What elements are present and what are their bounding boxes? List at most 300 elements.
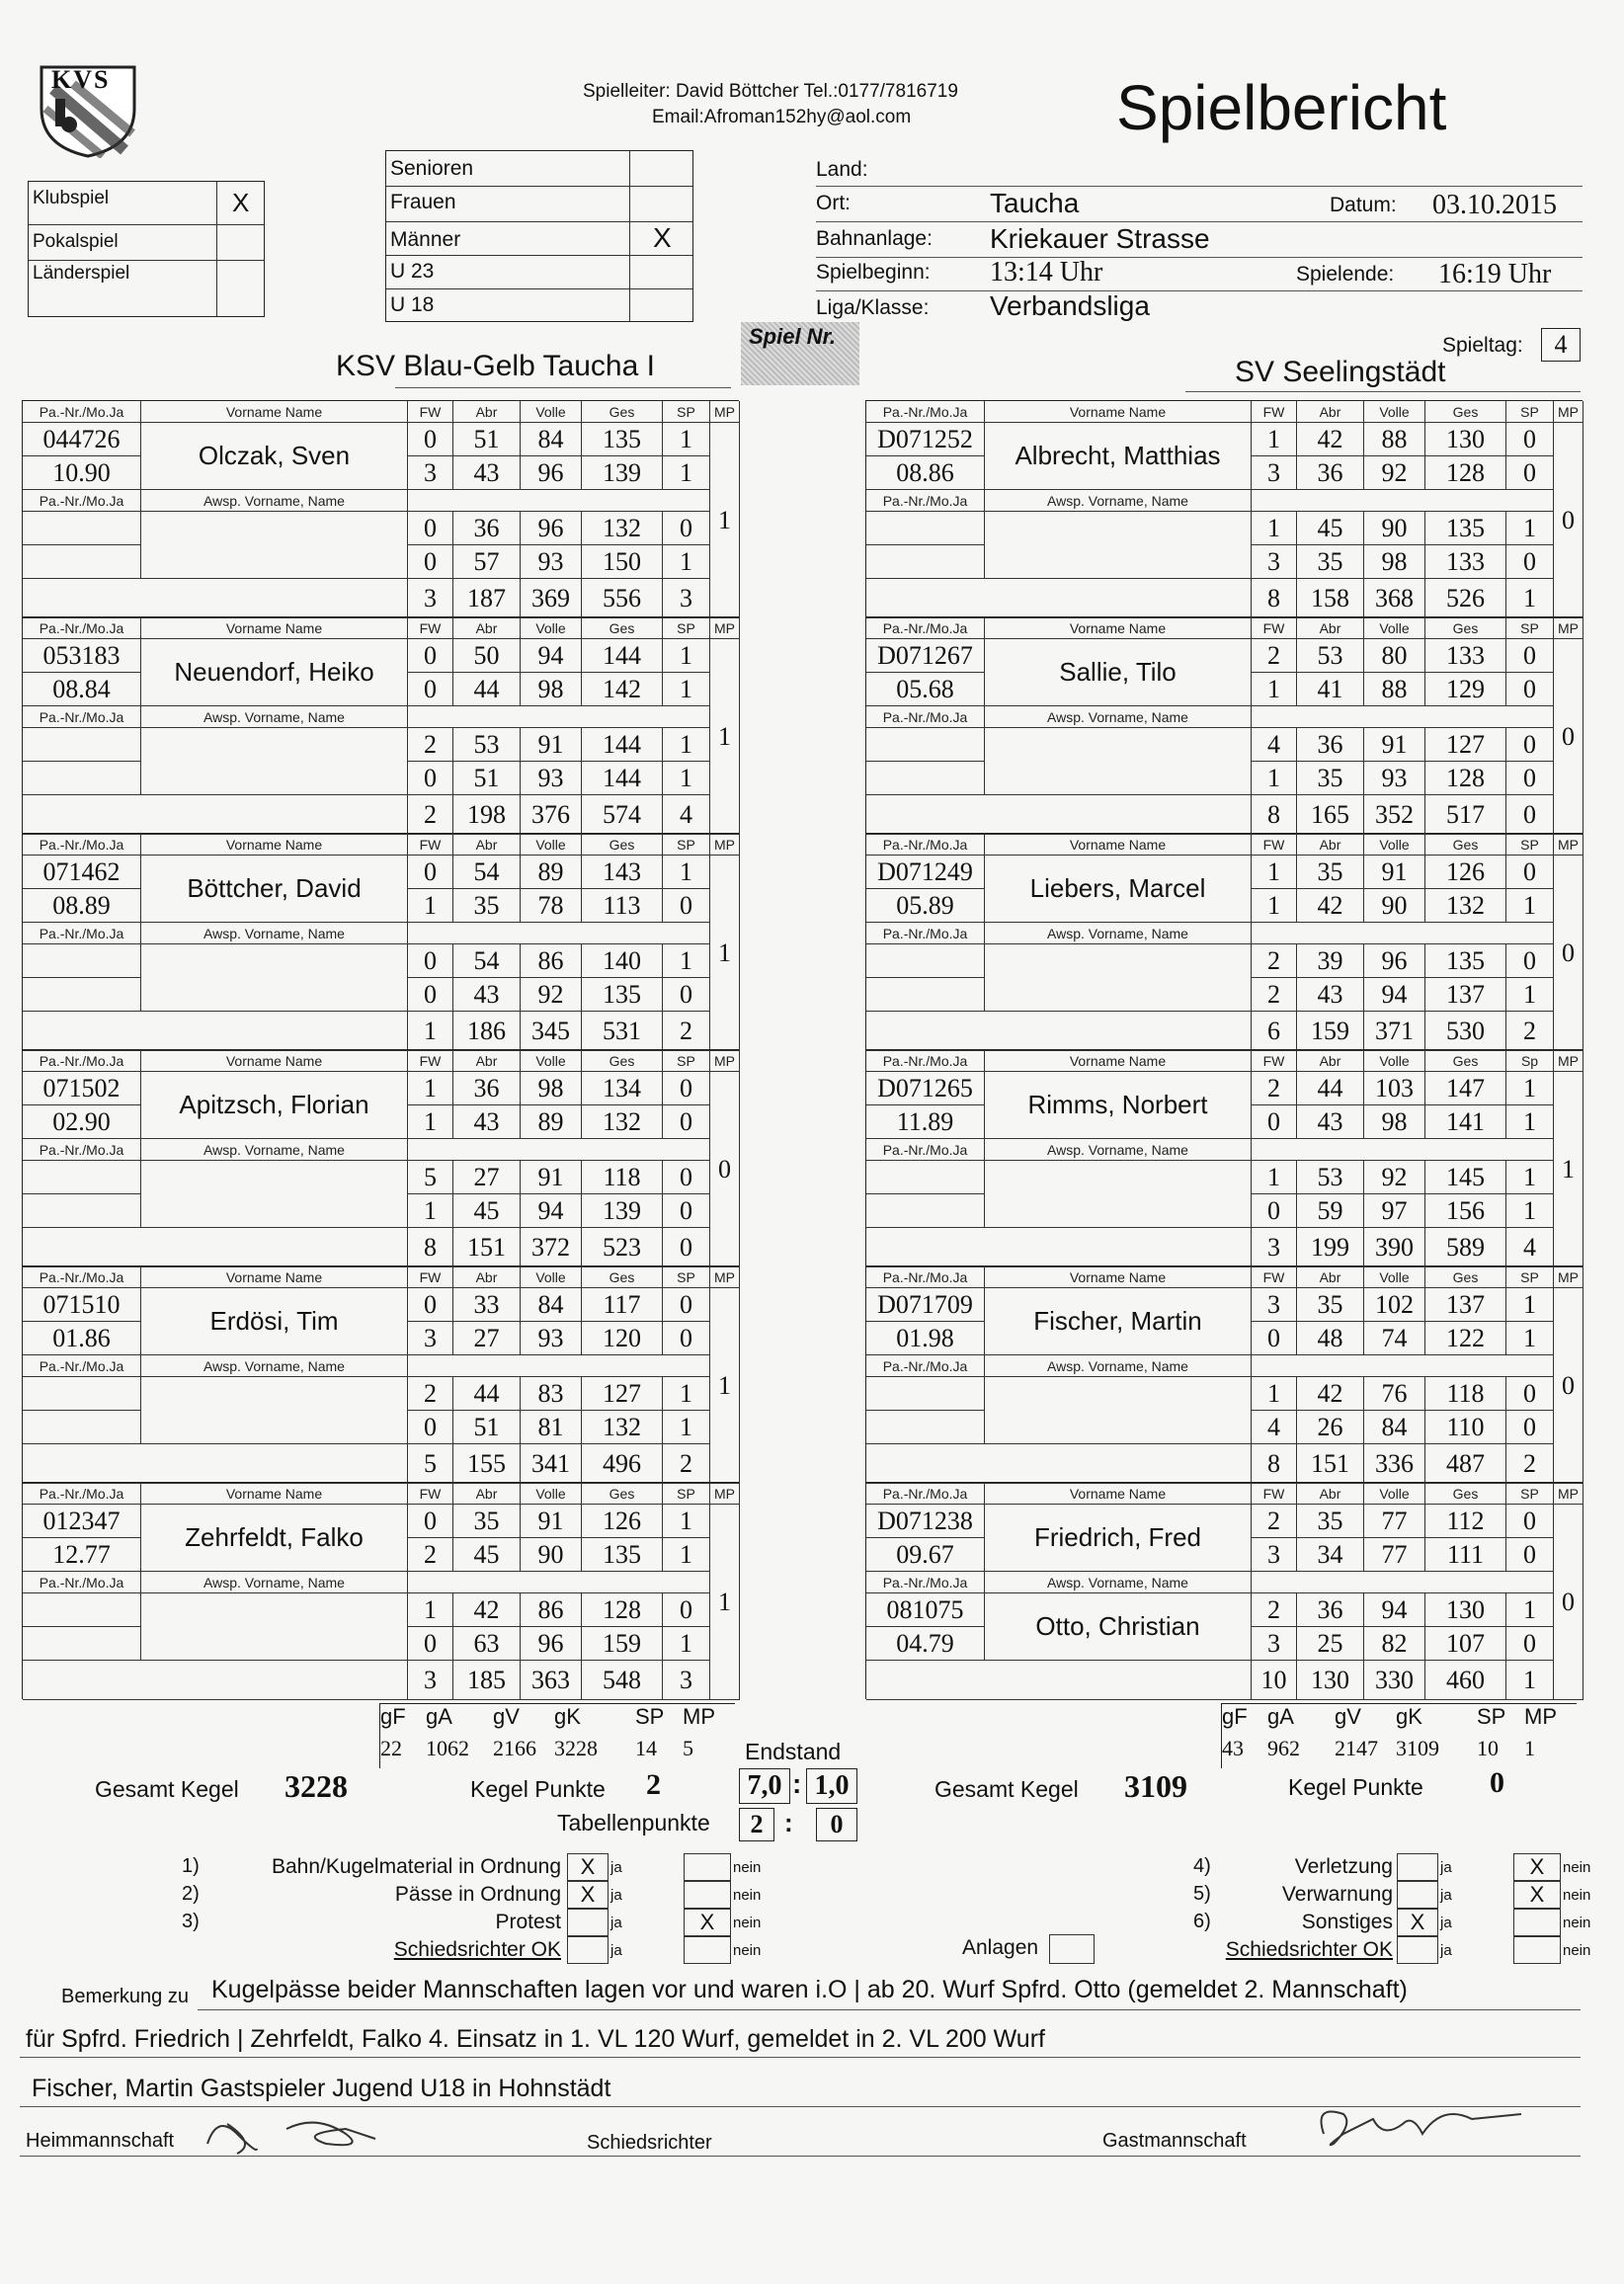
sub-born: 04.79 [866,1627,985,1661]
info-line [816,186,1583,187]
total-ges: 460 [1425,1661,1506,1700]
total-fw: 8 [1252,579,1297,618]
player-born: 12.77 [23,1538,141,1572]
score-ges: 132 [582,512,663,545]
score-sp: 0 [1506,728,1554,762]
guest-player-block [865,833,1583,1050]
col-header-mp: MP [710,834,740,856]
col-header-fw: FW [1252,1483,1297,1505]
col-header-abr: Abr [453,1266,521,1288]
score-fw: 2 [408,1377,453,1411]
score-sp: 0 [663,1194,710,1228]
player-pass: D071267 [866,639,985,673]
score-volle: 92 [521,978,582,1012]
guest-player-block [865,400,1583,617]
col-header-abr: Abr [453,1483,521,1505]
sub-born [23,1411,141,1444]
check-box-nein[interactable] [684,1936,731,1964]
score-sp: 0 [663,512,710,545]
score-abr: 45 [453,1538,521,1572]
sub-name [985,512,1252,579]
sum-value: 962 [1267,1736,1300,1760]
col-header-awsp: Awsp. Vorname, Name [985,923,1252,944]
player-mp: 1 [1554,1072,1583,1267]
score-ges: 107 [1425,1627,1506,1661]
player-pass: D071709 [866,1288,985,1322]
check-label: Schiedsrichter OK [393,1938,561,1961]
score-fw: 1 [1252,1161,1297,1194]
sig-heim-label: Heimmannschaft [26,2130,175,2152]
total-abr: 198 [453,795,521,835]
home-punkte-value: 2 [646,1768,661,1801]
sum-value: 5 [683,1736,693,1760]
score-volle: 90 [521,1538,582,1572]
total-blank [866,1444,1252,1484]
score-ges: 139 [582,456,663,490]
check-box-nein[interactable] [684,1881,731,1909]
player-pass: D071252 [866,423,985,456]
col-header-ges: Ges [1425,617,1506,639]
tabellen-home: 2 [750,1810,764,1838]
score-ges: 129 [1425,673,1506,706]
sub-pass [866,728,985,762]
awsp-blank [1252,1572,1554,1593]
ende-label: Spielende: [1296,263,1395,286]
signature-rule [20,2156,1581,2157]
total-ges: 487 [1425,1444,1506,1484]
score-ges: 147 [1425,1072,1506,1105]
col-header-name: Vorname Name [141,1050,408,1072]
score-volle: 86 [521,944,582,978]
score-volle: 91 [521,728,582,762]
score-ges: 137 [1425,978,1506,1012]
check-box-ja[interactable]: X [1397,1909,1438,1936]
score-volle: 94 [1364,978,1425,1012]
score-abr: 51 [453,423,521,456]
score-ges: 132 [582,1105,663,1139]
player-pass: 071510 [23,1288,141,1322]
col-header-pass: Pa.-Nr./Mo.Ja [23,401,141,423]
awsp-blank [1252,490,1554,512]
home-punkte-label: Kegel Punkte [470,1776,606,1802]
score-volle: 84 [521,423,582,456]
player-name: Erdösi, Tim [141,1288,408,1355]
score-volle: 91 [521,1161,582,1194]
score-volle: 98 [521,673,582,706]
sub-name [985,944,1252,1012]
score-fw: 1 [1252,1377,1297,1411]
score-ges: 110 [1425,1411,1506,1444]
score-abr: 45 [453,1194,521,1228]
col-header-awsp: Awsp. Vorname, Name [985,490,1252,512]
col-header-pass: Pa.-Nr./Mo.Ja [23,617,141,639]
sum-value: 2166 [493,1736,536,1760]
col-header-awsp: Awsp. Vorname, Name [985,1139,1252,1161]
check-num: 4) [1193,1855,1211,1877]
col-header-pass: Pa.-Nr./Mo.Ja [866,1266,985,1288]
total-volle: 352 [1364,795,1425,835]
check-caption-ja: ja [610,1942,622,1959]
col-header-pass: Pa.-Nr./Mo.Ja [866,1355,985,1377]
total-ges: 530 [1425,1012,1506,1051]
player-name: Friedrich, Fred [985,1505,1252,1572]
check-box-nein[interactable] [1513,1909,1561,1936]
score-abr: 53 [453,728,521,762]
score-ges: 130 [1425,423,1506,456]
endstand-home: 7,0 [747,1770,782,1801]
score-sp: 0 [1506,856,1554,889]
guest-player-block [865,616,1583,834]
score-ges: 128 [1425,456,1506,490]
score-fw: 2 [1252,1593,1297,1627]
check-box-ja[interactable] [1397,1853,1438,1881]
liga-label: Liga/Klasse: [816,296,930,319]
total-ges: 574 [582,795,663,835]
score-fw: 1 [1252,512,1297,545]
score-sp: 0 [663,1105,710,1139]
sub-born [866,978,985,1012]
score-volle: 82 [1364,1627,1425,1661]
contact-line-2: Email:Afroman152hy@aol.com [652,107,912,127]
score-abr: 44 [1297,1072,1364,1105]
player-name: Rimms, Norbert [985,1072,1252,1139]
score-abr: 43 [1297,978,1364,1012]
col-header-pass: Pa.-Nr./Mo.Ja [23,1572,141,1593]
remark-line-2: für Spfrd. Friedrich | Zehrfeldt, Falko 4. Einsatz in 1. VL 120 Wurf, gemeldet in 2. VL 200 Wurf [26,2025,1045,2053]
sig-schieds-label: Schiedsrichter [587,2132,712,2154]
score-ges: 150 [582,545,663,579]
col-header-pass: Pa.-Nr./Mo.Ja [866,834,985,856]
total-fw: 8 [1252,795,1297,835]
score-abr: 35 [1297,1505,1364,1538]
score-abr: 43 [453,978,521,1012]
score-volle: 89 [521,856,582,889]
score-sp: 0 [1506,673,1554,706]
col-header-fw: FW [1252,401,1297,423]
check-box-nein[interactable] [684,1853,731,1881]
score-fw: 4 [1252,1411,1297,1444]
col-header-ges: Ges [1425,401,1506,423]
score-ges: 128 [1425,762,1506,795]
klasse-box [385,150,693,322]
score-fw: 1 [408,1072,453,1105]
guest-gesamt-label: Gesamt Kegel [934,1776,1079,1802]
col-header-fw: FW [408,401,453,423]
guest-sum-table [1221,1703,1577,1768]
awsp-blank [408,1572,710,1593]
awsp-blank [1252,1139,1554,1161]
score-fw: 3 [1252,1288,1297,1322]
total-abr: 187 [453,579,521,618]
check-box-ja[interactable] [1397,1881,1438,1909]
score-ges: 137 [1425,1288,1506,1322]
score-volle: 80 [1364,639,1425,673]
player-born: 09.67 [866,1538,985,1572]
check-box-ja[interactable]: X [567,1853,609,1881]
col-header-mp: MP [1554,401,1583,423]
sub-name [985,1377,1252,1444]
score-ges: 135 [582,423,663,456]
sub-born [23,1194,141,1228]
player-name: Apitzsch, Florian [141,1072,408,1139]
col-header-sp: SP [663,401,710,423]
sum-value: 1 [1524,1736,1535,1760]
col-header-fw: FW [408,1050,453,1072]
col-header-mp: MP [1554,617,1583,639]
col-header-mp: MP [710,1050,740,1072]
total-blank [866,1012,1252,1051]
score-volle: 102 [1364,1288,1425,1322]
klasse-label: U 23 [390,260,435,283]
sub-pass [23,512,141,545]
score-abr: 45 [1297,512,1364,545]
score-sp: 0 [1506,762,1554,795]
col-header-pass: Pa.-Nr./Mo.Ja [866,1572,985,1593]
check-box-nein[interactable] [1513,1936,1561,1964]
score-volle: 96 [1364,944,1425,978]
awsp-blank [1252,923,1554,944]
score-volle: 89 [521,1105,582,1139]
score-fw: 2 [1252,1505,1297,1538]
col-header-sp: SP [663,1266,710,1288]
spiel-nr-box [741,322,859,385]
score-fw: 1 [1252,673,1297,706]
col-header-fw: FW [1252,1050,1297,1072]
total-blank [23,579,408,618]
sum-label: gK [554,1704,581,1729]
check-box-nein[interactable]: X [1513,1853,1561,1881]
endstand-guest-box [806,1768,857,1804]
score-abr: 35 [1297,762,1364,795]
col-header-pass: Pa.-Nr./Mo.Ja [866,1483,985,1505]
check-caption-nein: nein [1563,1859,1591,1876]
sub-born [866,762,985,795]
score-abr: 53 [1297,1161,1364,1194]
awsp-blank [408,1139,710,1161]
spieltag-label: Spieltag: [1442,334,1523,357]
check-num: 3) [182,1911,200,1932]
total-fw: 3 [408,579,453,618]
total-fw: 1 [408,1012,453,1051]
score-fw: 0 [408,639,453,673]
col-header-pass: Pa.-Nr./Mo.Ja [866,617,985,639]
info-line [816,257,1583,258]
total-abr: 185 [453,1661,521,1700]
total-sp: 0 [1506,795,1554,835]
score-volle: 92 [1364,456,1425,490]
check-box-nein[interactable]: X [1513,1881,1561,1909]
remark-rule [20,2057,1581,2058]
endstand-home-box [739,1768,790,1804]
check-num: 2) [182,1883,200,1905]
score-volle: 88 [1364,423,1425,456]
spiel-nr-label: Spiel Nr. [749,324,837,349]
col-header-fw: FW [1252,617,1297,639]
score-sp: 1 [1506,1072,1554,1105]
tabellen-home-box [739,1808,774,1841]
col-header-awsp: Awsp. Vorname, Name [141,1139,408,1161]
sum-label: gF [1222,1704,1248,1729]
score-ges: 135 [1425,512,1506,545]
score-fw: 0 [408,944,453,978]
total-volle: 390 [1364,1228,1425,1267]
total-volle: 371 [1364,1012,1425,1051]
score-fw: 0 [408,1505,453,1538]
check-box-ja[interactable] [567,1909,609,1936]
col-header-abr: Abr [1297,617,1364,639]
score-volle: 86 [521,1593,582,1627]
player-mp: 1 [710,1505,740,1700]
klasse-label: Frauen [390,191,456,213]
score-sp: 1 [663,545,710,579]
score-sp: 1 [663,1538,710,1572]
score-fw: 0 [1252,1194,1297,1228]
check-box-ja[interactable] [567,1936,609,1964]
check-box-ja[interactable]: X [567,1881,609,1909]
total-volle: 330 [1364,1661,1425,1700]
player-pass: 053183 [23,639,141,673]
total-sp: 2 [663,1012,710,1051]
remark-rule [198,2009,1581,2010]
sub-name: Otto, Christian [985,1593,1252,1661]
score-sp: 0 [1506,423,1554,456]
info-line [816,290,1583,291]
col-header-pass: Pa.-Nr./Mo.Ja [23,1050,141,1072]
awsp-blank [408,490,710,512]
col-header-pass: Pa.-Nr./Mo.Ja [23,1355,141,1377]
score-fw: 0 [408,856,453,889]
score-ges: 117 [582,1288,663,1322]
awsp-blank [408,1355,710,1377]
score-ges: 118 [582,1161,663,1194]
check-caption-ja: ja [1440,1915,1452,1931]
score-ges: 134 [582,1072,663,1105]
col-header-pass: Pa.-Nr./Mo.Ja [866,490,985,512]
score-ges: 126 [1425,856,1506,889]
total-ges: 589 [1425,1228,1506,1267]
player-mp: 1 [710,856,740,1051]
score-fw: 2 [1252,944,1297,978]
home-player-block [22,1482,739,1699]
score-sp: 1 [1506,1161,1554,1194]
player-born: 01.86 [23,1322,141,1355]
score-abr: 48 [1297,1322,1364,1355]
col-header-pass: Pa.-Nr./Mo.Ja [23,1139,141,1161]
info-line [816,221,1583,222]
score-abr: 54 [453,856,521,889]
col-header-awsp: Awsp. Vorname, Name [141,923,408,944]
spieltyp-label: Klubspiel [33,188,110,208]
total-blank [866,579,1252,618]
ort-label: Ort: [816,192,851,214]
score-ges: 142 [582,673,663,706]
spieltyp-label: Länderspiel [33,263,130,284]
total-volle: 341 [521,1444,582,1484]
total-fw: 3 [1252,1228,1297,1267]
score-abr: 57 [453,545,521,579]
score-sp: 1 [663,856,710,889]
home-sum-table [379,1703,735,1768]
score-abr: 44 [453,673,521,706]
anlagen-box[interactable] [1049,1934,1095,1964]
score-volle: 94 [521,639,582,673]
score-sp: 1 [1506,1105,1554,1139]
datum-label: Datum: [1330,194,1397,216]
score-abr: 59 [1297,1194,1364,1228]
sig-gast-label: Gastmannschaft [1102,2130,1247,2152]
player-name: Olczak, Sven [141,423,408,490]
col-header-ges: Ges [582,1483,663,1505]
col-header-sp: SP [663,617,710,639]
tabellen-label: Tabellenpunkte [557,1810,710,1835]
score-fw: 0 [408,673,453,706]
score-ges: 144 [582,639,663,673]
check-box-nein[interactable]: X [684,1909,731,1936]
spieltyp-divider [216,182,217,316]
col-header-fw: FW [408,1483,453,1505]
sub-name [985,1161,1252,1228]
check-caption-nein: nein [733,1887,762,1904]
check-label: Pässe in Ordnung [394,1883,561,1906]
total-sp: 2 [1506,1444,1554,1484]
score-fw: 2 [1252,639,1297,673]
player-pass: D071238 [866,1505,985,1538]
col-header-name: Vorname Name [985,1050,1252,1072]
score-sp: 0 [1506,1627,1554,1661]
col-header-name: Vorname Name [985,834,1252,856]
kvs-logo [34,59,142,158]
score-fw: 2 [1252,1072,1297,1105]
score-fw: 3 [1252,545,1297,579]
awsp-blank [408,706,710,728]
sub-born [866,1411,985,1444]
score-volle: 93 [521,545,582,579]
score-volle: 90 [1364,512,1425,545]
score-fw: 2 [408,728,453,762]
score-fw: 1 [1252,423,1297,456]
score-ges: 118 [1425,1377,1506,1411]
col-header-volle: Volle [1364,617,1425,639]
score-sp: 0 [1506,1411,1554,1444]
total-volle: 336 [1364,1444,1425,1484]
score-fw: 0 [408,1288,453,1322]
klasse-row [386,222,692,256]
col-header-ges: Ges [582,617,663,639]
total-volle: 376 [521,795,582,835]
score-volle: 93 [521,762,582,795]
home-gesamt-value: 3228 [284,1768,348,1804]
score-sp: 1 [663,1505,710,1538]
score-fw: 3 [1252,1538,1297,1572]
score-sp: 0 [1506,1538,1554,1572]
score-ges: 128 [582,1593,663,1627]
col-header-abr: Abr [453,1050,521,1072]
col-header-name: Vorname Name [141,617,408,639]
col-header-ges: Ges [582,401,663,423]
check-box-ja[interactable] [1397,1936,1438,1964]
awsp-blank [408,923,710,944]
player-name: Neuendorf, Heiko [141,639,408,706]
sub-name [141,1593,408,1661]
total-sp: 0 [663,1228,710,1267]
sub-pass [866,512,985,545]
col-header-abr: Abr [1297,401,1364,423]
player-mp: 0 [1554,639,1583,835]
score-fw: 1 [1252,856,1297,889]
total-sp: 4 [1506,1228,1554,1267]
score-abr: 42 [1297,1377,1364,1411]
score-volle: 96 [521,456,582,490]
